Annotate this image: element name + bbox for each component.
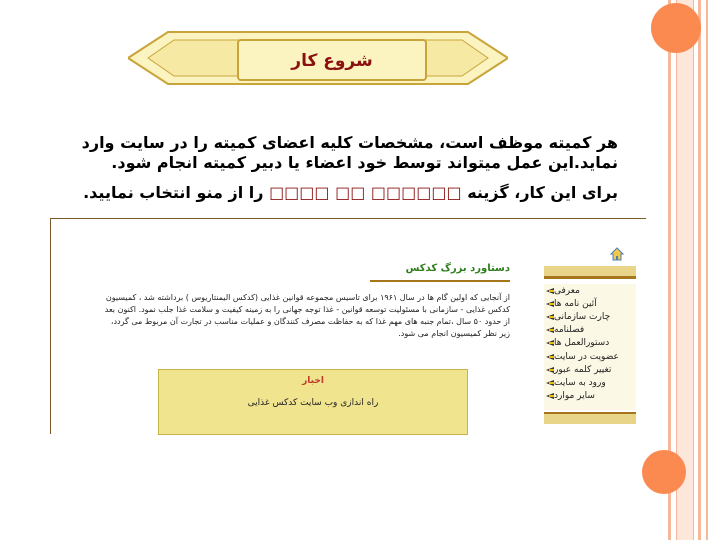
decor-stripe	[706, 0, 708, 540]
side-menu	[544, 284, 636, 410]
divider	[50, 218, 646, 219]
menu-arrow-icon	[546, 354, 554, 360]
menu-item[interactable]: ورود به سایت	[544, 376, 636, 389]
home-icon[interactable]	[610, 247, 624, 261]
divider	[50, 218, 51, 434]
menu-item[interactable]: دستورالعمل ها	[544, 337, 636, 350]
p2-menu-option: □□□□□□ □□ □□□□	[269, 183, 462, 202]
menu-arrow-icon	[546, 327, 554, 333]
decor-circle	[642, 450, 686, 494]
title-underline	[370, 280, 510, 282]
news-title: اخبار	[302, 376, 324, 386]
embedded-page-title: دستاورد بزرگ کدکس	[405, 263, 510, 274]
news-box	[158, 369, 468, 435]
menu-arrow-icon	[546, 340, 554, 346]
menu-item[interactable]: چارت سازمانی	[544, 310, 636, 323]
embedded-site-screenshot	[50, 218, 646, 434]
decor-stripe	[698, 0, 701, 540]
banner-title: شروع کار	[291, 51, 373, 71]
menu-item[interactable]: تغییر کلمه عبور	[544, 363, 636, 376]
menu-arrow-icon	[546, 393, 554, 399]
instruction-paragraph-2	[40, 183, 618, 203]
menu-footer-bar	[544, 412, 636, 424]
decor-circle	[651, 3, 701, 53]
menu-header-bar	[544, 266, 636, 279]
p2-suffix: را از منو انتخاب نمایید.	[83, 183, 264, 202]
embedded-page-body: از آنجایی که اولین گام ها در سال ۱۹۶۱ برای تاسیس مجموعه قوانین غذایی (کدکس الیمنتاریوس ) برداشته شد ، کمیسیون کدکس غذایی - سازمانی با مسئولیت توسعه قوانین - غذا توجه جهانی را به زمینه کیفیت و سلامت غذا جلب نمود. اکنون بعد از حدود ۵۰ سال ،تمام جنبه های مهم غذا که به حفاظت مصرف کنندگان و عملیات مناسب در تجارت آن مربوط می گردد، زیر نظر کمیسیون انجام می شود.	[104, 293, 510, 338]
menu-item[interactable]: عضویت در سایت	[544, 350, 636, 363]
instruction-paragraph: هر کمیته موظف است، مشخصات کلیه اعضای کمیته را در سایت وارد نماید.این عمل میتواند توسط خود اعضاء یا دبیر کمیته انجام شود.	[81, 133, 618, 172]
menu-arrow-icon	[546, 367, 554, 373]
menu-arrow-icon	[546, 288, 554, 294]
menu-item[interactable]: معرفی	[544, 284, 636, 297]
menu-item[interactable]: آئین نامه ها	[544, 297, 636, 310]
menu-arrow-icon	[546, 301, 554, 307]
menu-item[interactable]: فصلنامه	[544, 324, 636, 337]
p2-prefix: برای این کار، گزینه	[467, 183, 618, 202]
menu-arrow-icon	[546, 380, 554, 386]
menu-arrow-icon	[546, 314, 554, 320]
news-item-link[interactable]: راه اندازی وب سایت کدکس غذایی	[247, 398, 379, 408]
menu-item[interactable]: سایر موارد	[544, 390, 636, 403]
